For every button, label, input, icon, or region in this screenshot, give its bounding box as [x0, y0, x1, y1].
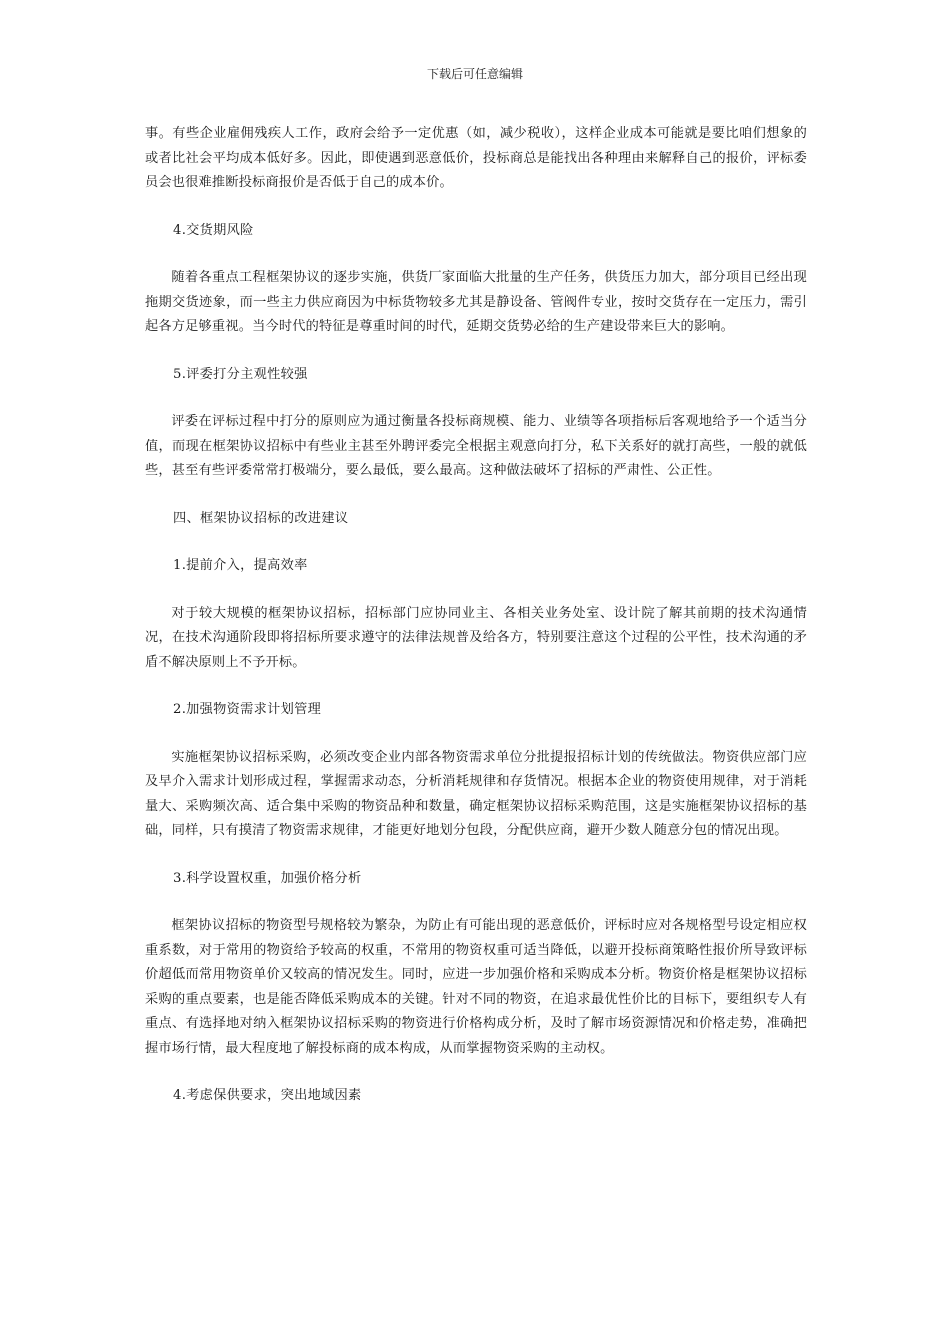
paragraph-spacer	[145, 579, 807, 602]
body-paragraph: 事。有些企业雇佣残疾人工作，政府会给予一定优惠（如，减少税收），这样企业成本可能就是要比咱们想象的或者比社会平均成本低好多。因此，即使遇到恶意低价，投标商总是能找出各种理由来解释自己的报价，评标委员会也很难推断投标商报价是否低于自己的成本价。	[145, 126, 807, 190]
document-body	[145, 122, 807, 1109]
section-heading: 4.交货期风险	[173, 222, 254, 238]
paragraph-spacer	[145, 531, 807, 554]
page-header: 下载后可任意编辑	[426, 67, 523, 81]
body-paragraph: 随着各重点工程框架协议的逐步实施，供货厂家面临大批量的生产任务，供货压力加大，部分项目已经出现拖期交货迹象，而一些主力供应商因为中标货物较多尤其是静设备、管阀件专业，按时交货存在一定压力，需引起各方足够重视。当今时代的特征是尊重时间的时代，延期交货势必给的生产建设带来巨大的影响。	[145, 270, 807, 334]
paragraph-spacer	[145, 196, 807, 219]
paragraph-spacer	[145, 675, 807, 698]
paragraph-spacer	[145, 340, 807, 363]
section-heading: 2.加强物资需求计划管理	[173, 702, 322, 717]
section-heading: 5.评委打分主观性较强	[173, 366, 308, 382]
section-heading: 1.提前介入，提高效率	[173, 558, 308, 573]
paragraph-spacer	[145, 484, 807, 507]
paragraph-spacer	[145, 844, 807, 867]
paragraph-spacer	[145, 243, 807, 266]
paragraph-spacer	[145, 723, 807, 746]
paragraph-spacer	[145, 1061, 807, 1084]
paragraph-spacer	[145, 891, 807, 914]
body-paragraph: 框架协议招标的物资型号规格较为繁杂，为防止有可能出现的恶意低价，评标时应对各规格型号设定相应权重系数，对于常用的物资给予较高的权重，不常用的物资权重可适当降低，以避开投标商策略性报价所导致评标价超低而常用物资单价又较高的情况发生。同时，应进一步加强价格和采购成本分析。物资价格是框架协议招标采购的重点要素，也是能否降低采购成本的关键。针对不同的物资，在追求最优性价比的目标下，要组织专人有重点、有选择地对纳入框架协议招标采购的物资进行价格构成分析，及时了解市场资源情况和价格走势，准确把握市场行情，最大程度地了解投标商的成本构成，从而掌握物资采购的主动权。	[145, 918, 807, 1056]
paragraph-spacer	[145, 387, 807, 410]
section-heading: 四、框架协议招标的改进建议	[173, 510, 349, 526]
body-paragraph: 评委在评标过程中打分的原则应为通过衡量各投标商规模、能力、业绩等各项指标后客观地给予一个适当分值，而现在框架协议招标中有些业主甚至外聘评委完全根据主观意向打分，私下关系好的就打高些，一般的就低些，甚至有些评委常常打极端分，要么最低，要么最高。这种做法破坏了招标的严肃性、公正性。	[145, 414, 807, 478]
section-heading: 3.科学设置权重，加强价格分析	[173, 870, 362, 886]
body-paragraph: 对于较大规模的框架协议招标，招标部门应协同业主、各相关业务处室、设计院了解其前期的技术沟通情况，在技术沟通阶段即将招标所要求遵守的法律法规普及给各方，特别要注意这个过程的公平性，技术沟通的矛盾不解决原则上不予开标。	[145, 605, 807, 670]
section-heading: 4.考虑保供要求，突出地域因素	[173, 1088, 362, 1103]
body-paragraph: 实施框架协议招标采购，必须改变企业内部各物资需求单位分批提报招标计划的传统做法。物资供应部门应及早介入需求计划形成过程，掌握需求动态，分析消耗规律和存货情况。根据本企业的物资使用规律，对于消耗量大、采购频次高、适合集中采购的物资品种和数量，确定框架协议招标采购范围，这是实施框架协议招标的基础，同样，只有摸清了物资需求规律，才能更好地划分包段，分配供应商，避开少数人随意分包的情况出现。	[145, 749, 807, 838]
